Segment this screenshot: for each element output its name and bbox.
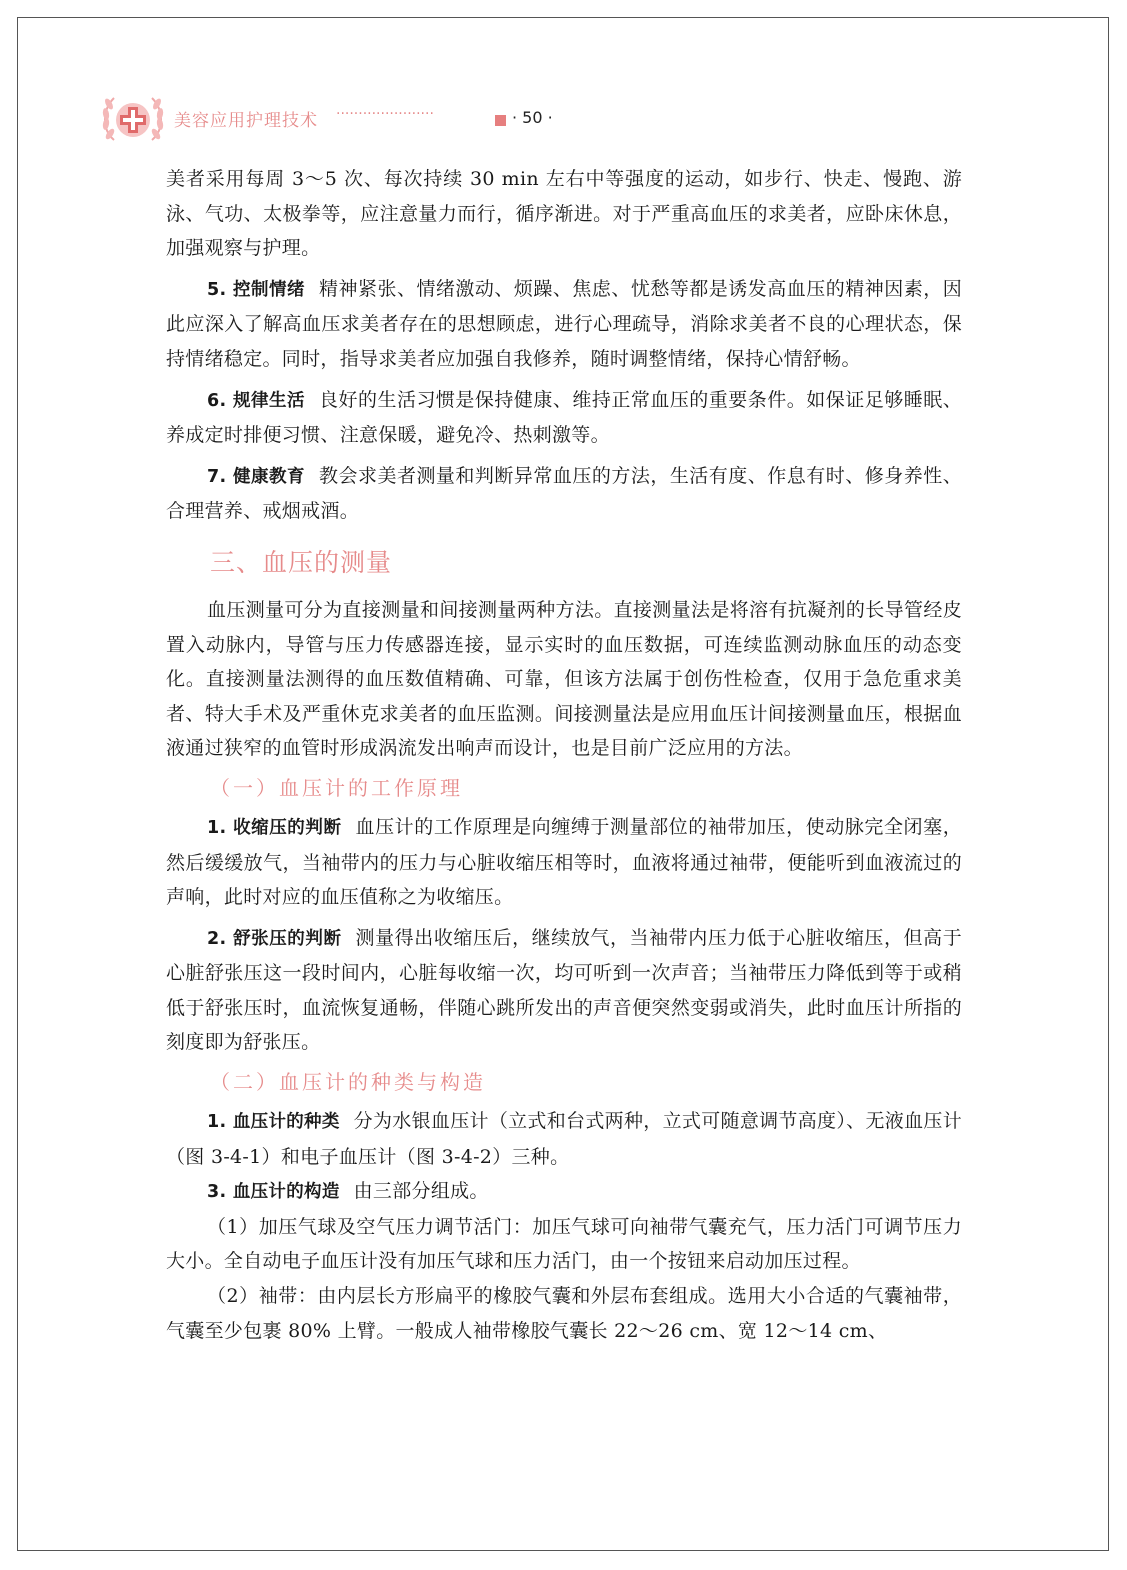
diastolic-text: 测量得出收缩压后，继续放气，当袖带内压力低于心脏收缩压，但高于心脏舒张压这一段时间内，心脏每收缩一次，均可听到一次声音；当袖带压力降低到等于或稍低于舒张压时，血流恢复通畅，伴随心跳所发出的声音便突然变弱或消失，此时血压计所指的刻度即为舒张压。 [166, 926, 962, 1054]
item-5 [166, 272, 962, 377]
diastolic-item [166, 921, 962, 1060]
structure-text: 由三部分组成。 [353, 1180, 489, 1203]
systolic-label: 1. 收缩压的判断 [207, 817, 342, 838]
book-title: 美容应用护理技术 [174, 111, 318, 131]
page-number: · 50 · [512, 108, 553, 127]
item-6-label: 6. 规律生活 [207, 390, 305, 411]
systolic-text: 血压计的工作原理是向缠缚于测量部位的袖带加压，使动脉完全闭塞，然后缓缓放气，当袖带内的压力与心脏收缩压相等时，血液将通过袖带，便能听到血液流过的声响，此时对应的血压值称之为收缩压。 [166, 815, 962, 909]
paragraph-continued: 美者采用每周 3～5 次、每次持续 30 min 左右中等强度的运动，如步行、快走、慢跑、游泳、气功、太极拳等，应注意量力而行，循序渐进。对于严重高血压的求美者，应卧床休息，加强观察与护理。 [166, 168, 962, 260]
section-intro: 血压测量可分为直接测量和间接测量两种方法。直接测量法是将溶有抗凝剂的长导管经皮置入动脉内，导管与压力传感器连接，显示实时的血压数据，可连续监测动脉血压的动态变化。直接测量法测得的血压数值精确、可靠，但该方法属于创伤性检查，仅用于急危重求美者、特大手术及严重休克求美者的血压监测。间接测量法是应用血压计间接测量血压，根据血液通过狭窄的血管时形成涡流发出响声而设计，也是目前广泛应用的方法。 [166, 598, 962, 760]
item-6 [166, 383, 962, 453]
structure-item [166, 1174, 962, 1210]
types-label: 1. 血压计的种类 [207, 1112, 340, 1133]
diastolic-label: 2. 舒张压的判断 [207, 928, 342, 949]
page-header [100, 90, 600, 150]
header-dots: ······················ [336, 106, 434, 122]
subsection-heading-2: （二）血压计的种类与构造 [210, 1070, 486, 1095]
subsection-heading-1: （一）血压计的工作原理 [210, 775, 463, 800]
item-7-label: 7. 健康教育 [207, 466, 305, 487]
item-6-text: 良好的生活习惯是保持健康、维持正常血压的重要条件。如保证足够睡眠、养成定时排便习惯、注意保暖，避免冷、热刺激等。 [166, 388, 962, 447]
header-square-marker [495, 115, 506, 126]
systolic-item [166, 810, 962, 915]
structure-sub-1: （1）加压气球及空气压力调节活门：加压气球可向袖带气囊充气，压力活门可调节压力大小。全自动电子血压计没有加压气球和压力活门，由一个按钮来启动加压过程。 [166, 1215, 962, 1273]
structure-label: 3. 血压计的构造 [207, 1182, 340, 1203]
item-5-label: 5. 控制情绪 [207, 279, 305, 300]
page-content [166, 162, 962, 1348]
item-7 [166, 459, 962, 529]
structure-sub-2: （2）袖带：由内层长方形扁平的橡胶气囊和外层布套组成。选用大小合适的气囊袖带，气囊至少包裹 80% 上臂。一般成人袖带橡胶气囊长 22～26 cm、宽 12～14 cm、 [166, 1285, 962, 1342]
types-text: 分为水银血压计（立式和台式两种，立式可随意调节高度）、无液血压计（图 3-4-1）和电子血压计（图 3-4-2）三种。 [166, 1110, 962, 1168]
item-5-text: 精神紧张、情绪激动、烦躁、焦虑、忧愁等都是诱发高血压的精神因素，因此应深入了解高血压求美者存在的思想顾虑，进行心理疏导，消除求美者不良的心理状态，保持情绪稳定。同时，指导求美者应加强自我修养，随时调整情绪，保持心情舒畅。 [166, 277, 962, 370]
section-heading: 三、血压的测量 [210, 547, 393, 577]
item-7-text: 教会求美者测量和判断异常血压的方法，生活有度、作息有时、修身养性、合理营养、戒烟戒酒。 [166, 464, 962, 523]
medical-cross-laurel-logo [100, 90, 166, 150]
types-item [166, 1104, 962, 1174]
